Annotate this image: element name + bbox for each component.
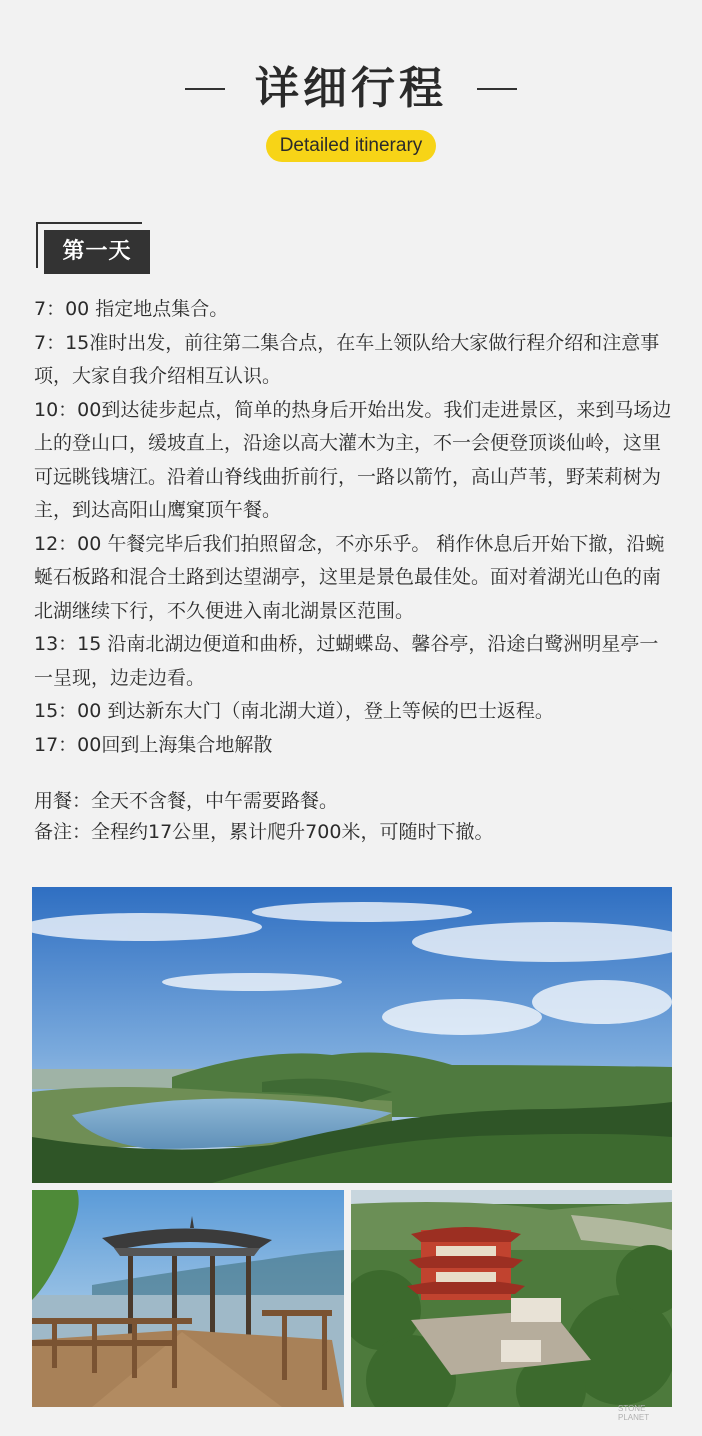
pavilion-photo	[32, 1190, 344, 1407]
pavilion-illustration	[32, 1190, 344, 1407]
itinerary-item: 7：00 指定地点集合。	[34, 298, 229, 320]
pagoda-illustration	[351, 1190, 672, 1407]
itinerary-item: 7：15准时出发，前往第二集合点，在车上领队给大家做行程介绍和注意事项，大家自我介绍相互认识。	[34, 331, 660, 387]
lake-mountain-photo	[32, 887, 672, 1183]
watermark-line2: PLANET	[618, 1413, 650, 1422]
lake-mountain-illustration	[32, 887, 672, 1183]
subtitle-badge: Detailed itinerary	[266, 130, 437, 162]
pagoda-photo	[351, 1190, 672, 1407]
remark-note: 备注：全程约17公里，累计爬升700米，可随时下撤。	[34, 821, 494, 843]
page-title: 详细行程	[255, 63, 447, 114]
title-left-dash	[185, 88, 225, 90]
itinerary-item: 15：00 到达新东大门（南北湖大道），登上等候的巴士返程。	[34, 700, 554, 722]
day-label-text: 第一天	[44, 230, 150, 274]
itinerary-item: 13：15 沿南北湖边便道和曲桥，过蝴蝶岛、馨谷亭，沿途白鹭洲明星亭一一呈现，边走边看。	[34, 633, 659, 689]
watermark-line1: STONE	[618, 1404, 646, 1413]
day-label	[36, 222, 150, 274]
itinerary-item: 10：00到达徒步起点，简单的热身后开始出发。我们走进景区，来到马场边上的登山口，缓坡直上，沿途以高大灌木为主，不一会便登顶谈仙岭，这里可远眺钱塘江。沿着山脊线曲折前行，一路以箭竹，高山芦苇，野茉莉树为主，到达高阳山鹰窠顶午餐。	[34, 398, 672, 521]
itinerary-item: 12：00 午餐完毕后我们拍照留念，不亦乐乎。 稍作休息后开始下撤，沿蜿蜒石板路和混合土路到达望湖亭，这里是景色最佳处。面对着湖光山色的南北湖继续下行，不久便进入南北湖景区范围。	[34, 532, 665, 622]
meal-note: 用餐：全天不含餐，中午需要路餐。	[34, 790, 339, 812]
title-row	[0, 58, 702, 120]
itinerary-list	[34, 293, 674, 762]
notes	[34, 786, 674, 848]
watermark	[618, 1404, 649, 1422]
header	[0, 58, 702, 162]
title-right-dash	[477, 88, 517, 90]
itinerary-item: 17：00回到上海集合地解散	[34, 733, 273, 756]
